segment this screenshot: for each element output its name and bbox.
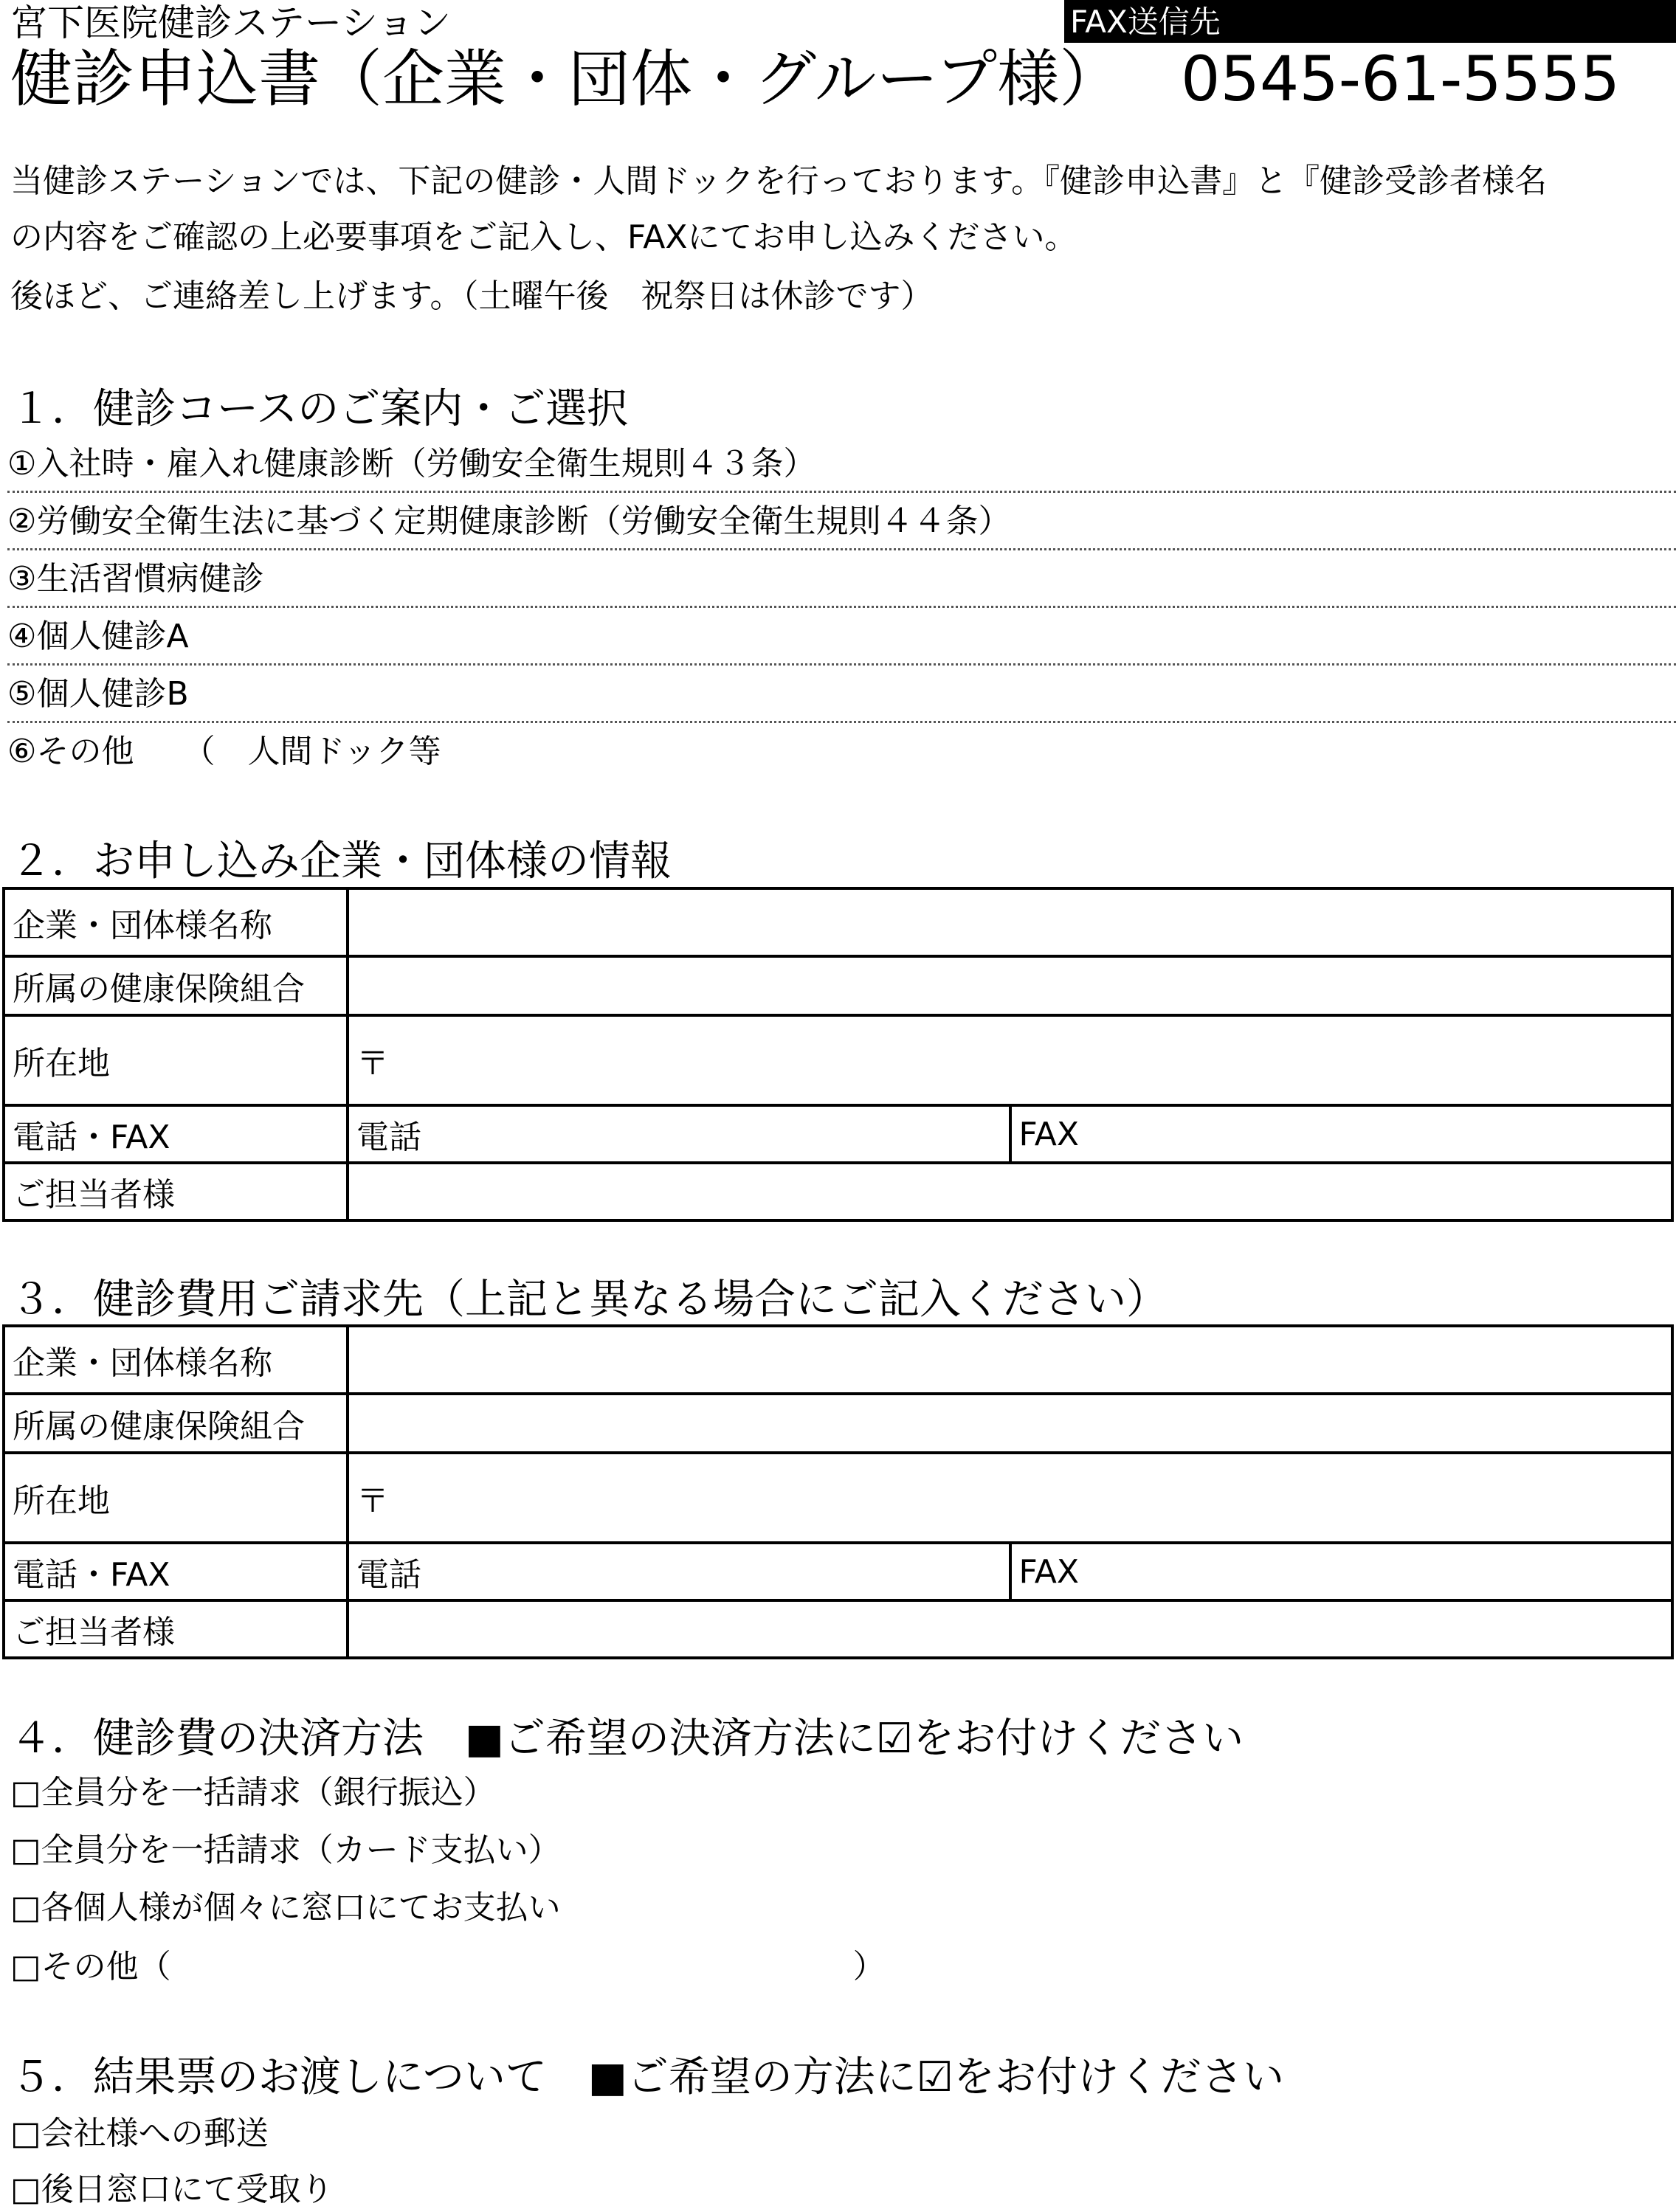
fax-field[interactable] <box>1010 1105 1673 1163</box>
applicant-info-table <box>2 887 1674 1222</box>
clinic-name: 宮下医院健診ステーション <box>10 1 451 44</box>
label-insurance: 所属の健康保険組合 <box>4 1394 348 1453</box>
company-name-field[interactable] <box>348 888 1672 956</box>
label-contact: ご担当者様 <box>4 1600 348 1658</box>
course-option-2[interactable]: ②労働安全衛生法に基づく定期健康診断（労働安全衛生規則４４条） <box>7 493 1676 550</box>
course-option-4[interactable]: ④個人健診A <box>7 608 1676 666</box>
billing-info-table <box>2 1324 1674 1659</box>
billing-insurance-field[interactable] <box>348 1394 1672 1453</box>
payment-option-card[interactable]: □全員分を一括請求（カード支払い） <box>10 1831 561 1869</box>
result-option-mail[interactable]: □会社様への郵送 <box>10 2115 269 2152</box>
intro-line-3: 後ほど、ご連絡差し上げます。（土曜午後 祝祭日は休診です） <box>10 277 934 315</box>
phone-field[interactable] <box>348 1105 1010 1163</box>
result-option-pickup[interactable]: □後日窓口にて受取り <box>10 2171 334 2208</box>
billing-contact-field[interactable] <box>348 1600 1672 1658</box>
label-company: 企業・団体様名称 <box>4 1326 348 1394</box>
section5-heading: ５．結果票のお渡しについて ■ご希望の方法に☑をお付けください <box>10 2053 1284 2101</box>
fax-number: 0545-61-5555 <box>1181 43 1621 115</box>
postal-mark: 〒 <box>356 1482 389 1520</box>
course-option-1[interactable]: ①入社時・雇入れ健康診断（労働安全衛生規則４３条） <box>7 435 1676 493</box>
label-contact: ご担当者様 <box>4 1163 348 1220</box>
billing-fax-field[interactable] <box>1010 1543 1673 1600</box>
label-address: 所在地 <box>4 1453 348 1543</box>
billing-phone-field[interactable] <box>348 1543 1010 1600</box>
payment-option-bank-transfer[interactable]: □全員分を一括請求（銀行振込） <box>10 1774 496 1811</box>
course-option-3[interactable]: ③生活習慣病健診 <box>7 550 1676 608</box>
fax-destination-label: FAX送信先 <box>1064 0 1676 43</box>
postal-mark: 〒 <box>356 1045 389 1082</box>
label-phone-fax: 電話・FAX <box>4 1543 348 1600</box>
label-phone-fax: 電話・FAX <box>4 1105 348 1163</box>
section3-heading: ３．健診費用ご請求先（上記と異なる場合にご記入ください） <box>10 1276 1168 1324</box>
billing-company-field[interactable] <box>348 1326 1672 1394</box>
label-address: 所在地 <box>4 1015 348 1105</box>
course-option-5[interactable]: ⑤個人健診B <box>7 666 1676 723</box>
billing-address-field[interactable] <box>348 1453 1672 1543</box>
fax-field-label: FAX <box>1018 1115 1080 1153</box>
phone-label: 電話 <box>356 1556 421 1594</box>
label-insurance: 所属の健康保険組合 <box>4 956 348 1015</box>
payment-option-individual[interactable]: □各個人様が個々に窓口にてお支払い <box>10 1889 561 1926</box>
address-field[interactable] <box>348 1015 1672 1105</box>
phone-label: 電話 <box>356 1119 421 1156</box>
label-company: 企業・団体様名称 <box>4 888 348 956</box>
page-title: 健診申込書（企業・団体・グループ様） <box>10 43 1122 115</box>
section4-heading: ４．健診費の決済方法 ■ご希望の決済方法に☑をお付けください <box>10 1715 1244 1763</box>
insurance-field[interactable] <box>348 956 1672 1015</box>
contact-field[interactable] <box>348 1163 1672 1220</box>
course-option-6[interactable]: ⑥その他 （ 人間ドック等 <box>7 733 441 770</box>
payment-option-other[interactable]: □その他（ ） <box>10 1948 886 1985</box>
intro-line-2: の内容をご確認の上必要事項をご記入し、FAXにてお申し込みください。 <box>10 218 1077 256</box>
intro-line-1: 当健診ステーションでは、下記の健診・人間ドックを行っております。『健診申込書』と『健診受診者様名 <box>10 162 1548 200</box>
section1-heading: １．健診コースのご案内・ご選択 <box>10 385 629 433</box>
section2-heading: ２．お申し込み企業・団体様の情報 <box>10 837 672 885</box>
fax-field-label: FAX <box>1018 1552 1080 1591</box>
